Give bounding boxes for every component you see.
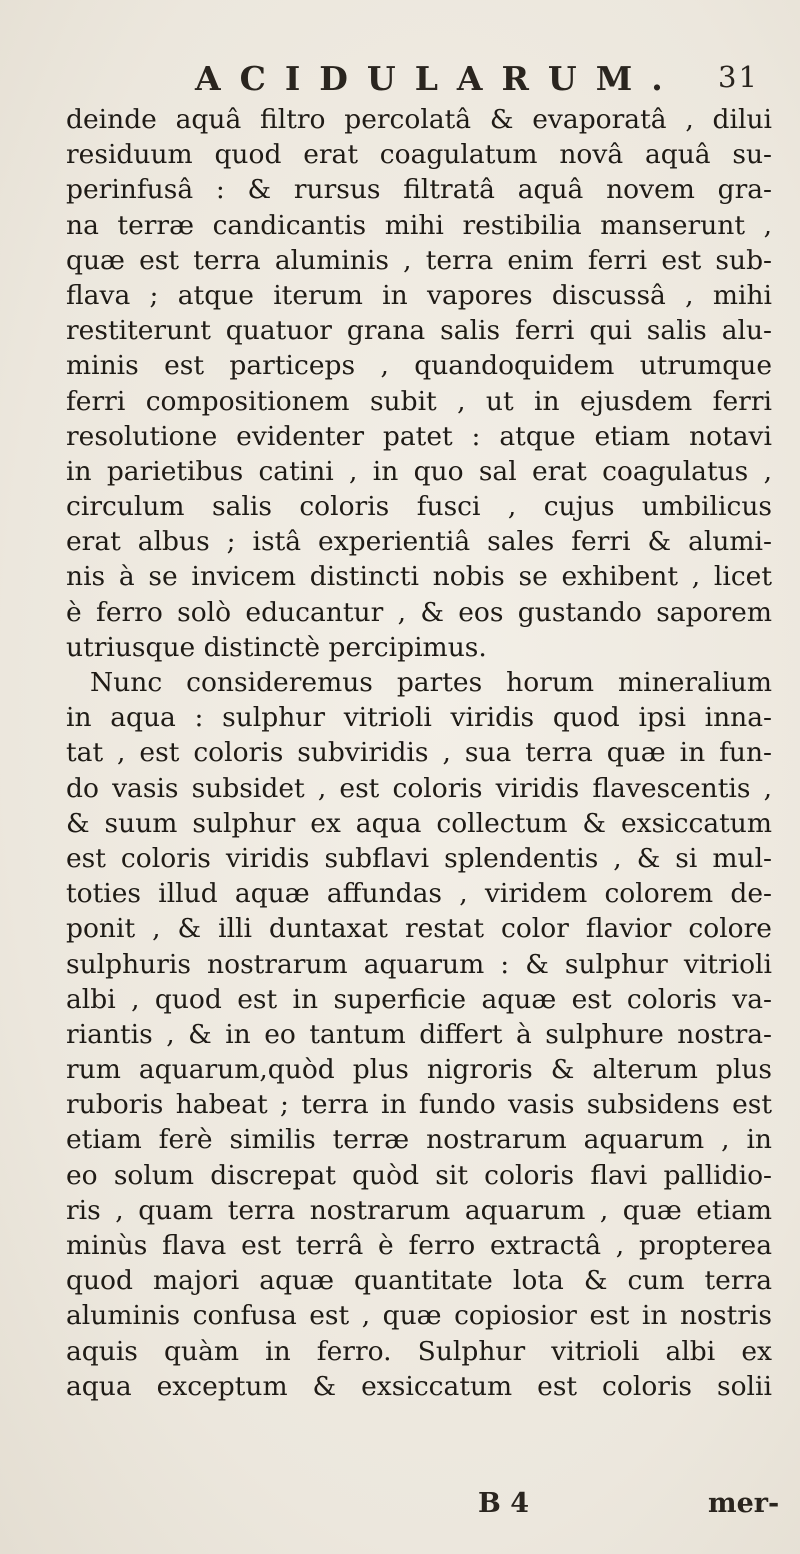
- text-line: sulphuris nostrarum aquarum : & sulphur vitrioli: [66, 948, 772, 980]
- text-line: ferri compositionem subit , ut in ejusdem ferri: [66, 385, 772, 417]
- page-footer: [0, 1488, 800, 1528]
- text-line: flava ; atque iterum in vapores discussâ , mihi: [66, 279, 772, 311]
- text-line: in aqua : sulphur vitrioli viridis quod ipsi inna-: [66, 702, 772, 734]
- text-line: erat albus ; istâ experientiâ sales ferri & alumi-: [66, 526, 772, 558]
- text-line: rum aquarum,quòd plus nigroris & alterum plus: [66, 1054, 772, 1086]
- text-line: residuum quod erat coagulatum novâ aquâ su-: [66, 139, 772, 171]
- text-line: Nunc consideremus partes horum mineralium: [90, 667, 772, 698]
- text-line: ponit , & illi duntaxat restat color flavior colore: [66, 913, 772, 945]
- text-line: aqua exceptum & exsiccatum est coloris solii: [66, 1370, 772, 1402]
- running-title: ACIDULARUM.: [195, 58, 682, 98]
- text-line: perinfusâ : & rursus filtratâ aquâ novem gra-: [66, 174, 772, 206]
- text-line: albi , quod est in superficie aquæ est coloris va-: [66, 983, 772, 1015]
- text-line: & suum sulphur ex aqua collectum & exsiccatum: [66, 807, 772, 839]
- text-line: restiterunt quatuor grana salis ferri qui salis alu-: [66, 315, 772, 347]
- text-line: è ferro solò educantur , & eos gustando saporem: [66, 596, 772, 628]
- text-line: eo solum discrepat quòd sit coloris flavi pallidio-: [66, 1159, 772, 1191]
- text-line: do vasis subsidet , est coloris viridis flavescentis ,: [66, 772, 772, 804]
- text-line: est coloris viridis subflavi splendentis , & si mul-: [66, 842, 772, 874]
- text-line: resolutione evidenter patet : atque etiam notavi: [66, 420, 772, 452]
- text-line: minis est particeps , quandoquidem utrumque: [66, 350, 772, 382]
- text-line: deinde aquâ filtro percolatâ & evaporatâ , dilui: [66, 104, 772, 135]
- catchword: mer-: [708, 1488, 780, 1519]
- text-line: toties illud aquæ affundas , viridem colorem de-: [66, 878, 772, 910]
- text-line: quæ est terra aluminis , terra enim ferri est sub-: [66, 244, 772, 276]
- text-line: na terræ candicantis mihi restibilia manserunt ,: [66, 209, 772, 241]
- text-line: aluminis confusa est , quæ copiosior est in nostris: [66, 1300, 772, 1332]
- text-body: [66, 102, 772, 1404]
- text-line: etiam ferè similis terræ nostrarum aquarum , in: [66, 1124, 772, 1156]
- text-line: tat , est coloris subviridis , sua terra quæ in fun-: [66, 737, 772, 769]
- text-line: utriusque distinctè percipimus.: [66, 631, 487, 663]
- signature-mark: B 4: [478, 1488, 530, 1519]
- text-line: nis à se invicem distincti nobis se exhibent , licet: [66, 561, 772, 593]
- text-line: ris , quam terra nostrarum aquarum , quæ etiam: [66, 1194, 772, 1226]
- text-line: circulum salis coloris fusci , cujus umbilicus: [66, 491, 772, 523]
- text-line: aquis quàm in ferro. Sulphur vitrioli albi ex: [66, 1335, 772, 1367]
- text-line: in parietibus catini , in quo sal erat coagulatus ,: [66, 455, 772, 487]
- text-line: minùs flava est terrâ è ferro extractâ , propterea: [66, 1230, 772, 1261]
- page-number: 31: [718, 60, 759, 94]
- text-line: ruboris habeat ; terra in fundo vasis subsidens est: [66, 1089, 772, 1121]
- text-line: quod majori aquæ quantitate lota & cum terra: [66, 1265, 772, 1297]
- text-line: riantis , & in eo tantum differt à sulphure nostra-: [66, 1018, 772, 1050]
